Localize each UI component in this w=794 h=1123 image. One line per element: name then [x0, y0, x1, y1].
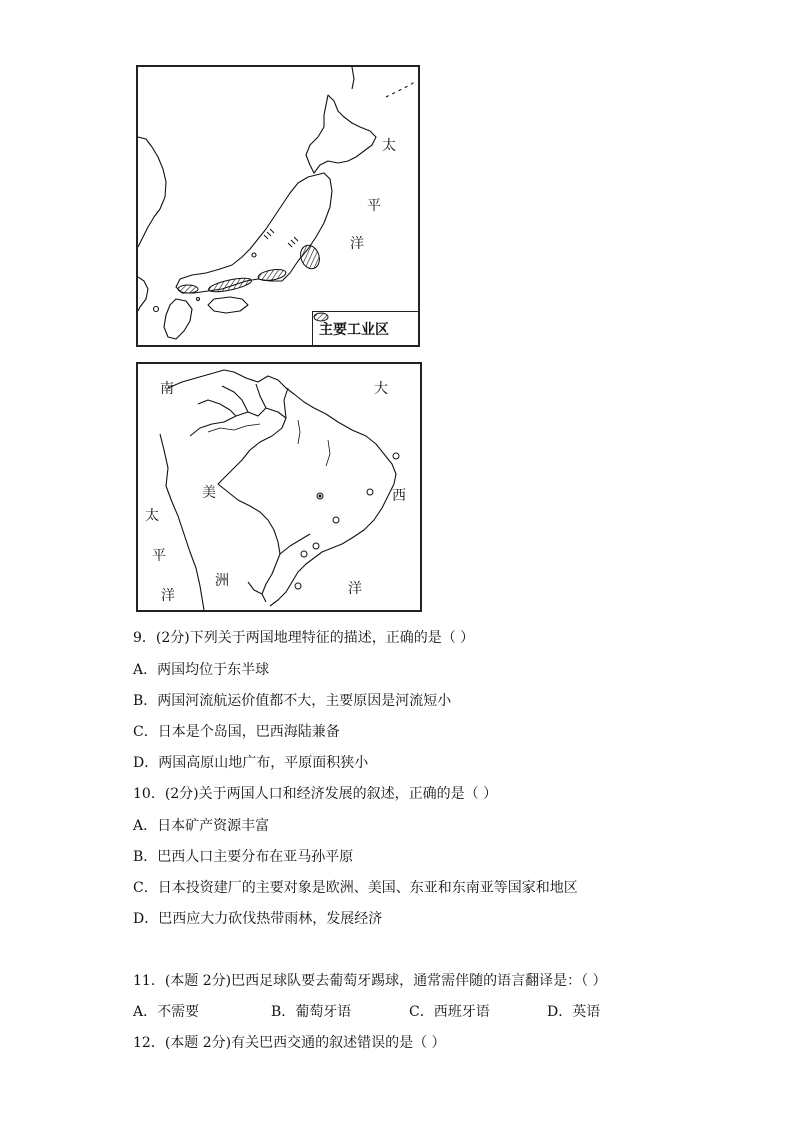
label-mei: 美: [202, 485, 216, 501]
question-9-option-d[interactable]: D．两国高原山地广布，平原面积狭小: [133, 755, 369, 771]
brazil-outline: [138, 364, 420, 610]
question-9-option-a[interactable]: A．两国均位于东半球: [133, 662, 270, 678]
label-xi: 西: [392, 488, 406, 504]
label-da: 大: [374, 381, 388, 397]
ocean-label-tai: 太: [382, 138, 396, 154]
ocean-label-ping: 平: [367, 198, 381, 214]
question-11-option-a[interactable]: A．不需要: [133, 1004, 200, 1020]
map-legend: [312, 311, 418, 345]
label-tai: 太: [145, 508, 159, 524]
question-12-stem: 12．(本题 2分)有关巴西交通的叙述错误的是（ ）: [133, 1035, 446, 1051]
japan-map: [136, 65, 420, 347]
ocean-label-yang: 洋: [350, 236, 364, 252]
question-11-stem: 11．(本题 2分)巴西足球队要去葡萄牙踢球，通常需伴随的语言翻译是：（ ）: [133, 973, 607, 989]
question-9-stem: 9．(2分)下列关于两国地理特征的描述，正确的是（ ）: [133, 630, 475, 646]
brazil-map: [136, 362, 422, 612]
question-9-option-b[interactable]: B．两国河流航运价值都不大，主要原因是河流短小: [133, 693, 452, 709]
legend-label: 主要工业区: [319, 321, 389, 338]
question-10-option-a[interactable]: A．日本矿产资源丰富: [133, 818, 270, 834]
question-10-option-b[interactable]: B．巴西人口主要分布在亚马孙平原: [133, 849, 354, 865]
industrial-zone-legend-icon: [313, 312, 329, 322]
question-10-option-d[interactable]: D．巴西应大力砍伐热带雨林，发展经济: [133, 911, 383, 927]
question-9-option-c[interactable]: C．日本是个岛国，巴西海陆兼备: [133, 724, 340, 740]
question-11-option-c[interactable]: C．西班牙语: [409, 1004, 490, 1020]
question-10-option-c[interactable]: C．日本投资建厂的主要对象是欧洲、美国、东亚和东南亚等国家和地区: [133, 880, 578, 896]
question-10-stem: 10．(2分)关于两国人口和经济发展的叙述，正确的是（ ）: [133, 786, 498, 802]
label-yang-left: 洋: [161, 588, 175, 604]
label-ping: 平: [152, 548, 166, 564]
question-11-option-d[interactable]: D．英语: [547, 1004, 601, 1020]
label-zhou: 洲: [215, 573, 229, 589]
label-nan: 南: [160, 381, 174, 397]
label-yang-right: 洋: [348, 581, 362, 597]
question-11-option-b[interactable]: B．葡萄牙语: [271, 1004, 352, 1020]
